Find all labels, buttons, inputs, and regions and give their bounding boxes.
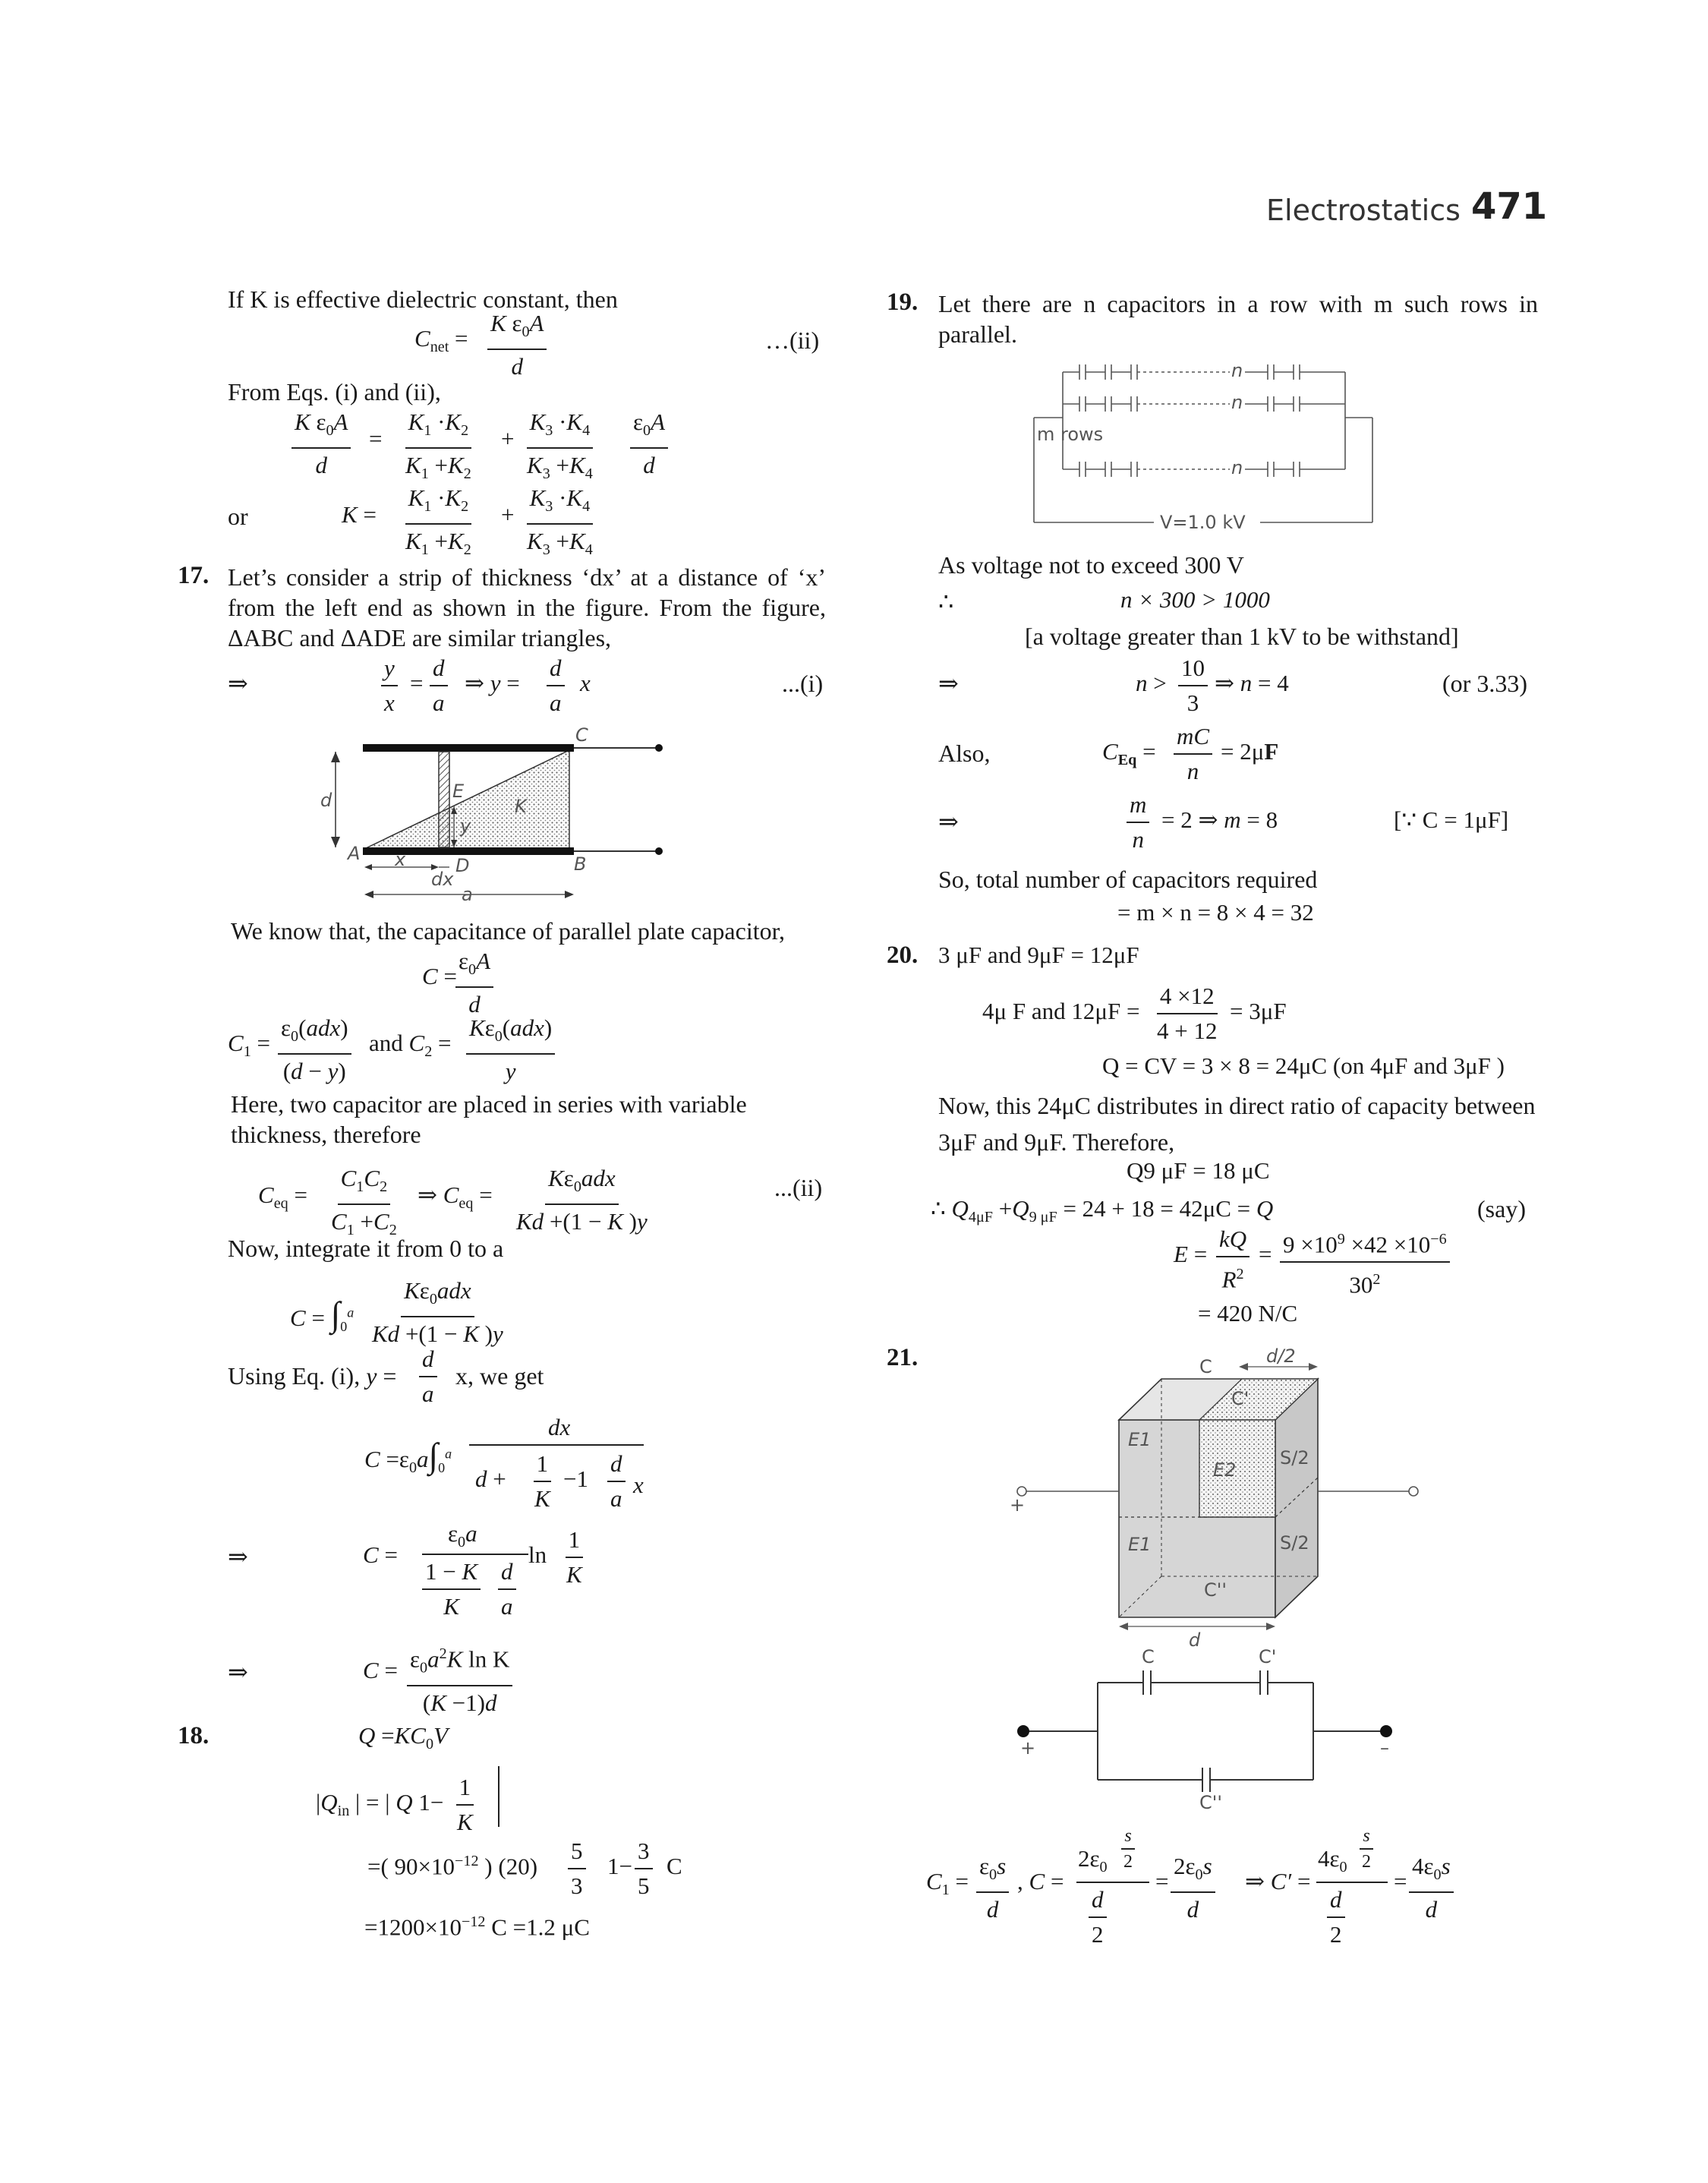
m-rows-label: m rows — [1037, 424, 1104, 445]
frac-final-c: $\frac{\varepsilon_0a^2K \ln K}{(K -1)d}$ — [407, 1639, 512, 1718]
say-word: (say) — [1477, 1195, 1526, 1222]
frac-bar-big — [469, 1444, 644, 1446]
q19-capacitor-grid-figure — [1032, 357, 1382, 539]
c-lhs: C = — [422, 963, 457, 989]
frac-ceq-1: $\frac{C_1C_2}{C_1 +C_2}$ — [331, 1165, 397, 1239]
frac-s-2-a: $\frac{s}{2}$ — [1120, 1825, 1136, 1872]
frac-bar-4 — [422, 1554, 528, 1555]
integrate-text: Now, integrate it from 0 to a — [228, 1235, 504, 1262]
cube-label-E1-top: E1 — [1128, 1429, 1152, 1450]
fig-label-d: d — [320, 790, 332, 811]
minus-one: −1 — [563, 1465, 588, 1492]
abs-bar — [498, 1766, 499, 1827]
frac-k3k4-b: $\frac{K_3 \cdot K_4}{K_3 +K_4}$ — [527, 484, 593, 559]
four-e0-s2: $4\varepsilon_0$ — [1318, 1845, 1347, 1876]
q19-number: 19. — [887, 289, 919, 316]
frac-d-2-a: $\frac{d}{2}$ — [1089, 1885, 1107, 1950]
eq-c-mid: = — [1155, 1868, 1169, 1894]
e0a-numerator: $\varepsilon_0a$ — [448, 1520, 477, 1551]
var-x-2: x — [633, 1472, 644, 1498]
q21-circuit-figure — [1010, 1640, 1420, 1813]
frac-c2: $K\varepsilon_0(adx)$ y — [466, 1013, 555, 1087]
voltage-text: As voltage not to exceed 300 V — [938, 551, 1244, 579]
frac-48-16: $\frac{4 \times 12}{4 + 12}$ — [1157, 983, 1218, 1044]
unit-c: C — [666, 1853, 682, 1879]
cube-label-S2-bot: S/2 — [1280, 1532, 1309, 1554]
two-e0-s2: $2\varepsilon_0$ — [1078, 1845, 1108, 1876]
terminal-top — [655, 744, 663, 752]
eq-ii-tag: …(ii) — [765, 327, 820, 354]
frac-y-x: $\frac{y}{x}$ — [381, 653, 398, 718]
q20-3uf: = 3μF — [1230, 998, 1287, 1024]
frac-d-a-3: $\frac{d}{a}$ — [419, 1344, 437, 1409]
frac-4e0s-d: $\frac{4\varepsilon_0s}{d}$ — [1409, 1851, 1454, 1925]
top-plate — [363, 744, 574, 752]
denom-d-plus: d + — [475, 1465, 506, 1492]
frac-3-5: $\frac{3}{5}$ — [635, 1836, 653, 1901]
also-word: Also, — [938, 740, 991, 767]
implies-1: ⇒ — [228, 670, 248, 697]
q20-sum: ∴ $Q_{4\mu F} +Q_{9 \mu F} = 24 + 18 = 42\mu C = Q$ — [931, 1195, 1274, 1226]
cnet-frac: $\frac{K \varepsilon_0A}{d}$ — [487, 308, 547, 382]
inequality: n × 300 > 1000 — [1120, 586, 1270, 613]
q20-result: = 420 N/C — [1198, 1300, 1298, 1327]
n-label-2: n — [1231, 392, 1243, 413]
frac-5-3: $\frac{5}{3}$ — [568, 1836, 586, 1901]
circuit-terminal-left — [1017, 1725, 1029, 1737]
tag-ii: ...(ii) — [774, 1174, 823, 1201]
q20-text: Now, this 24μC distributes in direct ratio of capacity between 3μF and 9μF. Therefore, — [938, 1092, 1536, 1156]
frac-2e0s-d: $\frac{2\varepsilon_0s}{d}$ — [1171, 1851, 1215, 1925]
q18-number: 18. — [178, 1722, 210, 1749]
frac-e0s-d: $\frac{\varepsilon_0s}{d}$ — [976, 1851, 1009, 1925]
circuit-terminal-right — [1380, 1725, 1392, 1737]
using-eq-text: Using Eq. (i), y = — [228, 1362, 397, 1390]
q21-number: 21. — [887, 1344, 919, 1371]
bracket-note: [a voltage greater than 1 kV to be withstand] — [1025, 623, 1459, 650]
q20-line1: 3 μF and 9μF = 12μF — [938, 942, 1139, 968]
frac-1-k-over-k: $\frac{1 - K}{K}$ — [422, 1557, 481, 1622]
frac-k1k2: $\frac{K_1 \cdot K_2}{K_1 +K_2}$ — [405, 409, 471, 483]
frac-k3k4: $\frac{K_3 \cdot K_4}{K_3 +K_4}$ — [527, 409, 593, 483]
k-lhs: K = — [342, 501, 377, 528]
q20-series: 4μ F and 12μF = — [982, 998, 1140, 1024]
cnet-lhs: $C_{net}$ = — [414, 325, 468, 356]
cube-label-Cpp: C'' — [1204, 1579, 1227, 1601]
frac-mc-n: $\frac{mC}{n}$ — [1174, 721, 1212, 787]
fig-label-dx: dx — [431, 869, 454, 890]
cube-label-C: C — [1199, 1356, 1212, 1377]
voltage-label: V=1.0 kV — [1160, 512, 1246, 533]
q19-text: Let there are n capacitors in a row with m such rows in parallel. — [938, 290, 1538, 348]
frac-e-value: $\frac{9 \times 10^9 \times 42 \times 10^{-6}}{30^2}$ — [1280, 1224, 1450, 1301]
circuit-label-C: C — [1142, 1646, 1155, 1667]
fig-label-C: C — [575, 724, 588, 746]
c-eq-3-lhs: $C =\varepsilon_0a\int_0^a$ — [364, 1436, 452, 1477]
fig-label-E: E — [452, 781, 465, 802]
c-eq-4-lhs: C = — [363, 1541, 398, 1568]
frac-d-a-2: $\frac{d}{a}$ — [547, 653, 565, 718]
frac-bar-c — [1076, 1882, 1149, 1883]
page-number: 471 — [1471, 185, 1548, 228]
q20-number: 20. — [887, 942, 919, 969]
e-eq: = — [1259, 1241, 1272, 1267]
know-text: We know that, the capacitance of parallel plate capacitor, — [231, 917, 785, 945]
frac-s-2-b: $\frac{s}{2}$ — [1359, 1825, 1374, 1872]
n-gt: n > — [1136, 670, 1167, 696]
frac-d-2-b: $\frac{d}{2}$ — [1327, 1885, 1345, 1950]
series-text: Here, two capacitor are placed in series with variable thickness, therefore — [231, 1090, 747, 1148]
frac-d-a-5: $\frac{d}{a}$ — [498, 1557, 516, 1622]
strip-dx — [439, 752, 449, 847]
equals-sign: = — [369, 425, 383, 452]
e-lhs: E = — [1174, 1241, 1208, 1267]
q18-result: $=1200\times 10^{-12}$ C =1.2 μC — [364, 1913, 590, 1941]
q18-line1: $Q =KC_0V$ — [358, 1722, 448, 1753]
frac-kq-r2: $\frac{kQ}{R^2}$ — [1216, 1224, 1249, 1295]
terminal-bottom — [655, 847, 663, 855]
frac-m-n: $\frac{m}{n}$ — [1127, 790, 1149, 855]
q20-q9: Q9 μF = 18 μC — [1127, 1157, 1270, 1184]
frac-k1k2-b: $\frac{K_1 \cdot K_2}{K_1 +K_2}$ — [405, 484, 471, 559]
frac-bar-cprime — [1316, 1882, 1388, 1883]
circuit-label-Cp: C' — [1259, 1646, 1277, 1667]
since-note: [∵ C = 1μF] — [1394, 806, 1509, 833]
tag-i: ...(i) — [782, 670, 824, 697]
we-get-text: x, we get — [455, 1362, 544, 1390]
intro-text: If K is effective dielectric constant, then — [228, 285, 618, 313]
circuit-label-plus: + — [1020, 1737, 1036, 1759]
q17-dielectric-figure — [319, 721, 683, 904]
ceq-lhs-19: $C_{Eq}$ = — [1102, 738, 1156, 769]
fig-label-y: y — [460, 815, 471, 837]
fig-label-K: K — [515, 796, 527, 817]
c1-lhs: $C_1$ = — [228, 1030, 270, 1061]
frac-ceq-2: $K\varepsilon_0adx$ Kd +(1 − K )y — [516, 1165, 648, 1235]
frac-1-k: $\frac{1}{K}$ — [534, 1450, 550, 1512]
q20-q-eq: Q = CV = 3 × 8 = 24μC (on 4μF and 3μF ) — [1102, 1052, 1505, 1079]
cube-label-d2: d/2 — [1266, 1345, 1296, 1367]
eq-lhs-frac: $\frac{K \varepsilon_0A}{d}$ — [291, 407, 351, 481]
q21-cuboid-figure — [979, 1345, 1450, 1651]
c-eq-lhs-21: , C = — [1017, 1868, 1064, 1894]
plus-sign: + — [501, 425, 515, 452]
implies-5: ⇒ — [938, 670, 959, 697]
fig-label-a: a — [462, 884, 473, 905]
fig-label-B: B — [574, 853, 587, 875]
from-eqs: From Eqs. (i) and (ii), — [228, 378, 441, 405]
implies-4: ⇒ — [228, 1658, 248, 1686]
cube-label-E1-bot: E1 — [1128, 1534, 1152, 1555]
fig-label-A: A — [348, 843, 361, 864]
circuit-label-minus: – — [1380, 1737, 1389, 1759]
cube-label-Cp: C' — [1231, 1388, 1249, 1409]
fig-label-D: D — [455, 855, 470, 876]
ceq-lhs: $C_{eq}$ = — [258, 1181, 307, 1213]
frac-integrand: $K\varepsilon_0adx$ Kd +(1 − K )y — [372, 1277, 503, 1348]
n-eq-4: ⇒ n = 4 — [1215, 670, 1289, 696]
frac-e0a-d: $\frac{\varepsilon_0A}{d}$ — [630, 407, 668, 481]
c-eq-5-lhs: C = — [363, 1657, 398, 1683]
or-word: or — [228, 503, 248, 530]
cube-label-plus: + — [1010, 1494, 1026, 1516]
frac-d-a: $\frac{d}{a}$ — [430, 653, 448, 718]
frac-e0a-d-2: $\frac{\varepsilon_0A}{d}$ — [455, 946, 493, 1020]
eq-cprime-mid: = — [1394, 1868, 1407, 1894]
q17-number: 17. — [178, 562, 210, 589]
m-eq-8: = 2 ⇒ m = 8 — [1161, 806, 1278, 833]
var-x: x — [580, 670, 591, 696]
circuit-label-Cpp: C'' — [1199, 1792, 1222, 1813]
one-minus: 1− — [607, 1853, 632, 1879]
cube-label-S2-top: S/2 — [1280, 1447, 1309, 1468]
eq-sign-2: = — [410, 670, 424, 696]
cube-label-d: d — [1189, 1629, 1201, 1651]
total-eq: = m × n = 8 × 4 = 32 — [1117, 899, 1314, 926]
fig-label-x: x — [395, 849, 406, 870]
implies-cprime: ⇒ C′ = — [1245, 1868, 1311, 1894]
frac-1-k-q18: $\frac{1}{K}$ — [457, 1774, 473, 1835]
therefore-symbol: ∴ — [938, 588, 954, 615]
plus-sign-b: + — [501, 501, 515, 528]
n-label-3: n — [1231, 457, 1243, 478]
or-333: (or 3.33) — [1442, 670, 1527, 697]
frac-c1: $\varepsilon_0(adx)$ (d − y) — [278, 1013, 351, 1087]
implies-6: ⇒ — [938, 808, 959, 835]
q17-text: Let’s consider a strip of thickness ‘dx’ at a distance of ‘x’ from the left end as shown in the figure. From the figure, ΔABC and ΔADE are similar triangles, — [228, 563, 826, 651]
implies-2: ⇒ y = — [465, 670, 520, 696]
frac-1-k-2: $\frac{1}{K}$ — [566, 1526, 582, 1588]
implies-3: ⇒ — [228, 1543, 248, 1570]
frac-d-a-4: $\frac{d}{a}$ — [607, 1449, 626, 1514]
cube-label-E2: E2 — [1213, 1459, 1237, 1481]
ceq-value: = 2μF — [1221, 738, 1279, 765]
ln-word: ln — [528, 1541, 547, 1568]
and-word: and $C_2$ = — [369, 1030, 452, 1061]
q18-qin: $|Q_{in}$ | = | Q 1− — [316, 1789, 444, 1820]
dx-numerator: dx — [548, 1414, 571, 1440]
ceq-implies: ⇒ $C_{eq}$ = — [418, 1181, 493, 1213]
total-text: So, total number of capacitors required — [938, 866, 1318, 893]
running-header: Electrostatics — [1266, 194, 1461, 227]
frac-10-3: $\frac{10}{3}$ — [1178, 653, 1208, 718]
c1-eq-lhs: $C_1$ = — [926, 1868, 969, 1899]
c-integral-lhs: $C = \int_0^a$ — [290, 1295, 355, 1335]
n-label-1: n — [1231, 360, 1243, 381]
q18-line3: =( $90\times 10^{-12}$ ) (20) — [367, 1853, 538, 1880]
